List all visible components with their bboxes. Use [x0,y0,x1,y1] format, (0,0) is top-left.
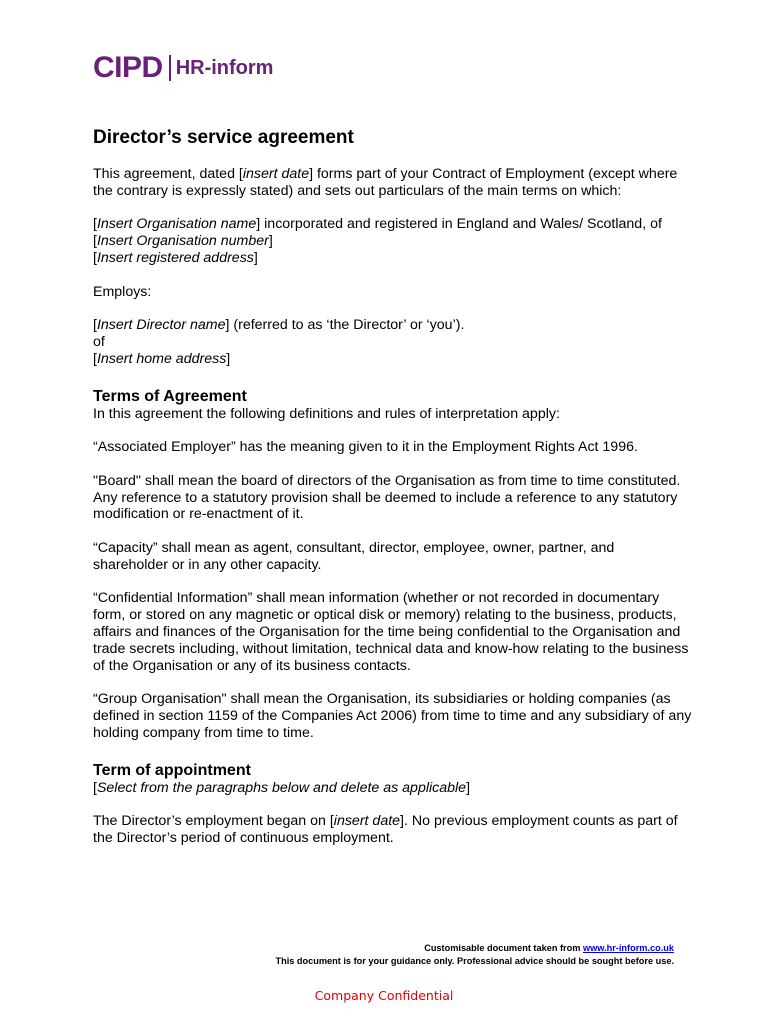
placeholder-insert-date-employment: insert date [333,813,401,830]
placeholder-select-paragraphs: Select from the paragraphs below and delete as applicable [96,779,467,796]
company-confidential-label: Company Confidential [314,988,454,1003]
placeholder-director-name: Insert Director name [96,317,226,334]
placeholder-organisation-name: Insert Organisation name [96,216,257,233]
logo-cipd-text: CIPD [93,51,163,84]
appointment-note: [Select from the paragraphs below and delete as applicable] [93,779,471,796]
definition-associated-employer: “Associated Employer” has the meaning given to it in the Employment Rights Act 1996. [93,439,638,456]
logo-divider [169,55,171,81]
document-footer [275,942,674,967]
employment-start-paragraph: The Director’s employment began on [insert date]. No previous employment counts as part of the Director’s period of continuous employment. [93,813,678,846]
organisation-name-line: [Insert Organisation name] incorporated and registered in England and Wales/ Scotland, of [93,216,662,233]
appointment-heading: Term of appointment [93,761,251,779]
employs-line: Employs: [93,283,152,300]
cipd-hr-inform-logo [93,50,273,86]
logo-hr-inform-text: HR-inform [175,57,274,79]
placeholder-organisation-number: Insert Organisation number [96,233,269,250]
terms-intro: In this agreement the following definitions and rules of interpretation apply: [93,405,560,422]
placeholder-insert-date: insert date [242,166,310,182]
organisation-number-line: [Insert Organisation number] [93,233,273,250]
definition-group-organisation: “Group Organisation" shall mean the Organisation, its subsidiaries or holding companies (as defined in section 1159 of the Companies Act 2006) from time to time and any subsidiary of any holding company from time to time. [93,691,692,741]
definition-board: "Board" shall mean the board of directors of the Organisation as from time to time constituted. Any reference to a statutory provision shall be deemed to include a reference to any statutory modification or re-enactment of it. [93,472,681,523]
director-of-line: of [93,333,105,350]
footer-source-line: Customisable document taken from www.hr-inform.co.uk [424,943,674,953]
terms-heading: Terms of Agreement [93,387,247,405]
definition-confidential-information: “Confidential Information” shall mean information (whether or not recorded in documentary form, or stored on any magnetic or optical disk or memory) relating to the business, products, affairs and finances of the Organisation for the time being confidential to the Organisation and trade secrets including, without limitation, technical data and know-how relating to the business of the Organisation or any of its business contacts. [93,590,689,674]
placeholder-home-address: Insert home address [96,350,227,367]
home-address-line: [Insert home address] [93,350,231,367]
registered-address-line: [Insert registered address] [93,249,258,266]
placeholder-registered-address: Insert registered address [96,249,254,266]
definition-capacity: “Capacity” shall mean as agent, consultant, director, employee, owner, partner, and shareholder or in any other capacity. [93,539,615,573]
document-title: Director’s service agreement [93,127,354,148]
footer-guidance-line: This document is for your guidance only. Professional advice should be sought before use. [275,955,674,966]
intro-paragraph: This agreement, dated [insert date] forms part of your Contract of Employment (except where the contrary is expressly stated) and sets out particulars of the main terms on which: [93,166,678,199]
hr-inform-link[interactable]: www.hr-inform.co.uk [582,943,674,953]
director-name-line: [Insert Director name] (referred to as ‘the Director’ or ‘you’). [93,317,465,334]
document-body [93,126,693,847]
